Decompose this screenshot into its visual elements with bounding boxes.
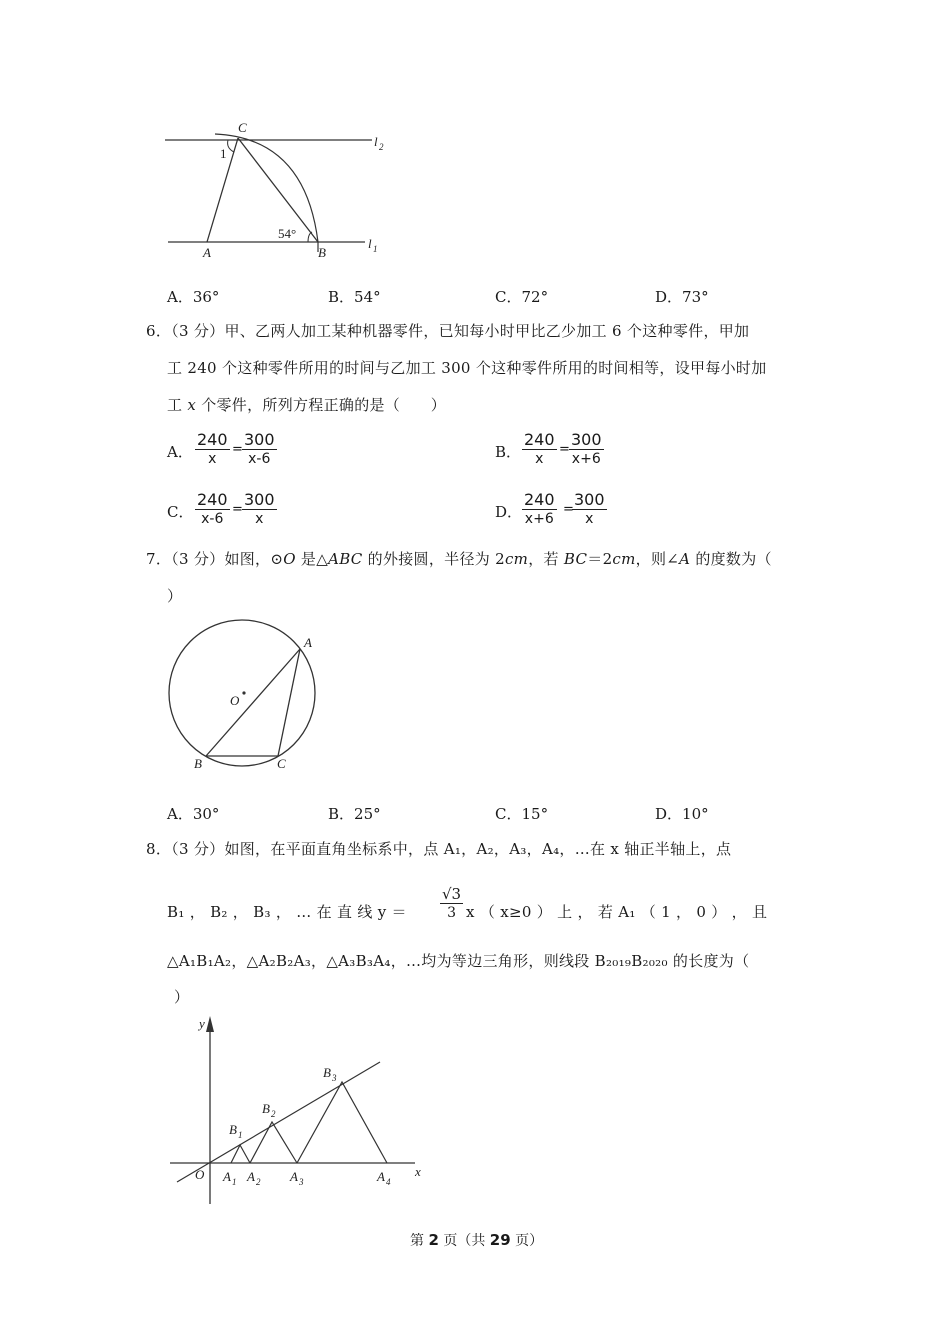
q8-line-2-post: x （ x≥0 ） 上 ， 若 A₁ （ 1 ， 0 ） ， 且 <box>466 903 768 921</box>
label-A1: A <box>223 1169 231 1184</box>
svg-text:2: 2 <box>379 142 384 152</box>
q7-option-c: C．15° <box>495 805 549 823</box>
svg-text:3: 3 <box>332 1073 337 1083</box>
svg-text:3: 3 <box>299 1177 304 1187</box>
page-footer: 第 2 页（共 29 页） <box>410 1231 544 1249</box>
q6-b-left-fraction: $\frac{240}{x}$ <box>524 430 555 467</box>
q5-figure <box>160 118 400 268</box>
q6-c-right-fraction: $\frac{300}{x}$ <box>244 490 275 527</box>
label-y: y <box>199 1016 205 1031</box>
q7-figure <box>160 615 330 775</box>
q6-a-right-fraction: $\frac{300}{x-6}$ <box>244 430 275 467</box>
q6-option-c: C． <box>167 503 194 521</box>
label-C: C <box>277 756 286 771</box>
svg-text:4: 4 <box>386 1177 391 1187</box>
q8-line-1: 8．（3 分）如图，在平面直角坐标系中，点 A₁，A₂，A₃，A₄，…在 x 轴正半轴上，点 <box>146 840 732 858</box>
label-x: x <box>415 1164 421 1179</box>
q7-option-b: B．25° <box>328 805 381 823</box>
label-A2: A <box>247 1169 255 1184</box>
q7-option-a: A．30° <box>167 805 220 823</box>
svg-text:1: 1 <box>238 1130 243 1140</box>
label-B1: B <box>229 1122 237 1137</box>
label-angle-1: 1 <box>220 146 227 161</box>
q6-line-1: 6．（3 分）甲、乙两人加工某种机器零件，已知每小时甲比乙少加工 6 个这种零件，甲加 <box>146 322 750 340</box>
svg-text:1: 1 <box>232 1177 237 1187</box>
q5-option-d: D．73° <box>655 288 709 306</box>
label-O: O <box>230 693 240 708</box>
label-angle-54: 54° <box>278 226 297 241</box>
svg-text:2: 2 <box>271 1109 276 1119</box>
q8-line-3: △A₁B₁A₂，△A₂B₂A₃，△A₃B₃A₄，…均为等边三角形，则线段 B₂₀₁₉B₂₀₂₀ 的长度为（ <box>167 952 750 970</box>
label-C: C <box>238 120 247 135</box>
q7-option-d: D．10° <box>655 805 709 823</box>
q6-a-left-fraction: $\frac{240}{x}$ <box>197 430 228 467</box>
svg-text:1: 1 <box>373 244 378 254</box>
q5-option-b: B．54° <box>328 288 381 306</box>
label-l1: l <box>368 236 372 251</box>
q5-option-a: A．36° <box>167 288 220 306</box>
label-B2: B <box>262 1101 270 1116</box>
svg-text:2: 2 <box>256 1177 261 1187</box>
label-A3: A <box>290 1169 298 1184</box>
label-l2: l <box>374 134 378 149</box>
q5-option-c: C．72° <box>495 288 549 306</box>
label-B3: B <box>323 1065 331 1080</box>
q7-line-2: ） <box>167 587 183 605</box>
label-A4: A <box>377 1169 385 1184</box>
total-pages: 29 <box>489 1231 511 1249</box>
q6-d-right-fraction: $\frac{300}{x}$ <box>574 490 605 527</box>
label-A: A <box>203 245 211 260</box>
q8-line-2-pre: B₁ ， B₂ ， B₃ ， … 在 直 线 y ＝ <box>167 903 407 921</box>
q6-line-3: 工 x 个零件，所列方程正确的是（ ） <box>167 396 447 414</box>
q8-line-4: ） <box>174 988 190 1006</box>
q6-b-right-fraction: $\frac{300}{x+6}$ <box>571 430 602 467</box>
q6-d-left-fraction: $\frac{240}{x+6}$ <box>524 490 555 527</box>
q8-sqrt3-over-3: $\frac{√3}{3}$ <box>442 885 462 921</box>
q6-option-b: B． <box>495 443 522 461</box>
label-B: B <box>318 245 326 260</box>
q7-line-1: 7．（3 分）如图，⊙O 是△ABC 的外接圆，半径为 2cm，若 BC＝2cm，则∠A 的度数为（ <box>146 550 772 568</box>
label-A: A <box>304 635 312 650</box>
q6-c-left-fraction: $\frac{240}{x-6}$ <box>197 490 228 527</box>
label-B: B <box>194 756 202 771</box>
label-O: O <box>195 1167 205 1182</box>
q6-option-d: D． <box>495 503 523 521</box>
q8-figure <box>165 1012 435 1207</box>
current-page: 2 <box>428 1231 439 1249</box>
q6-line-2: 工 240 个这种零件所用的时间与乙加工 300 个这种零件所用的时间相等，设甲每小时加 <box>167 359 767 377</box>
q6-option-a: A． <box>167 443 193 461</box>
